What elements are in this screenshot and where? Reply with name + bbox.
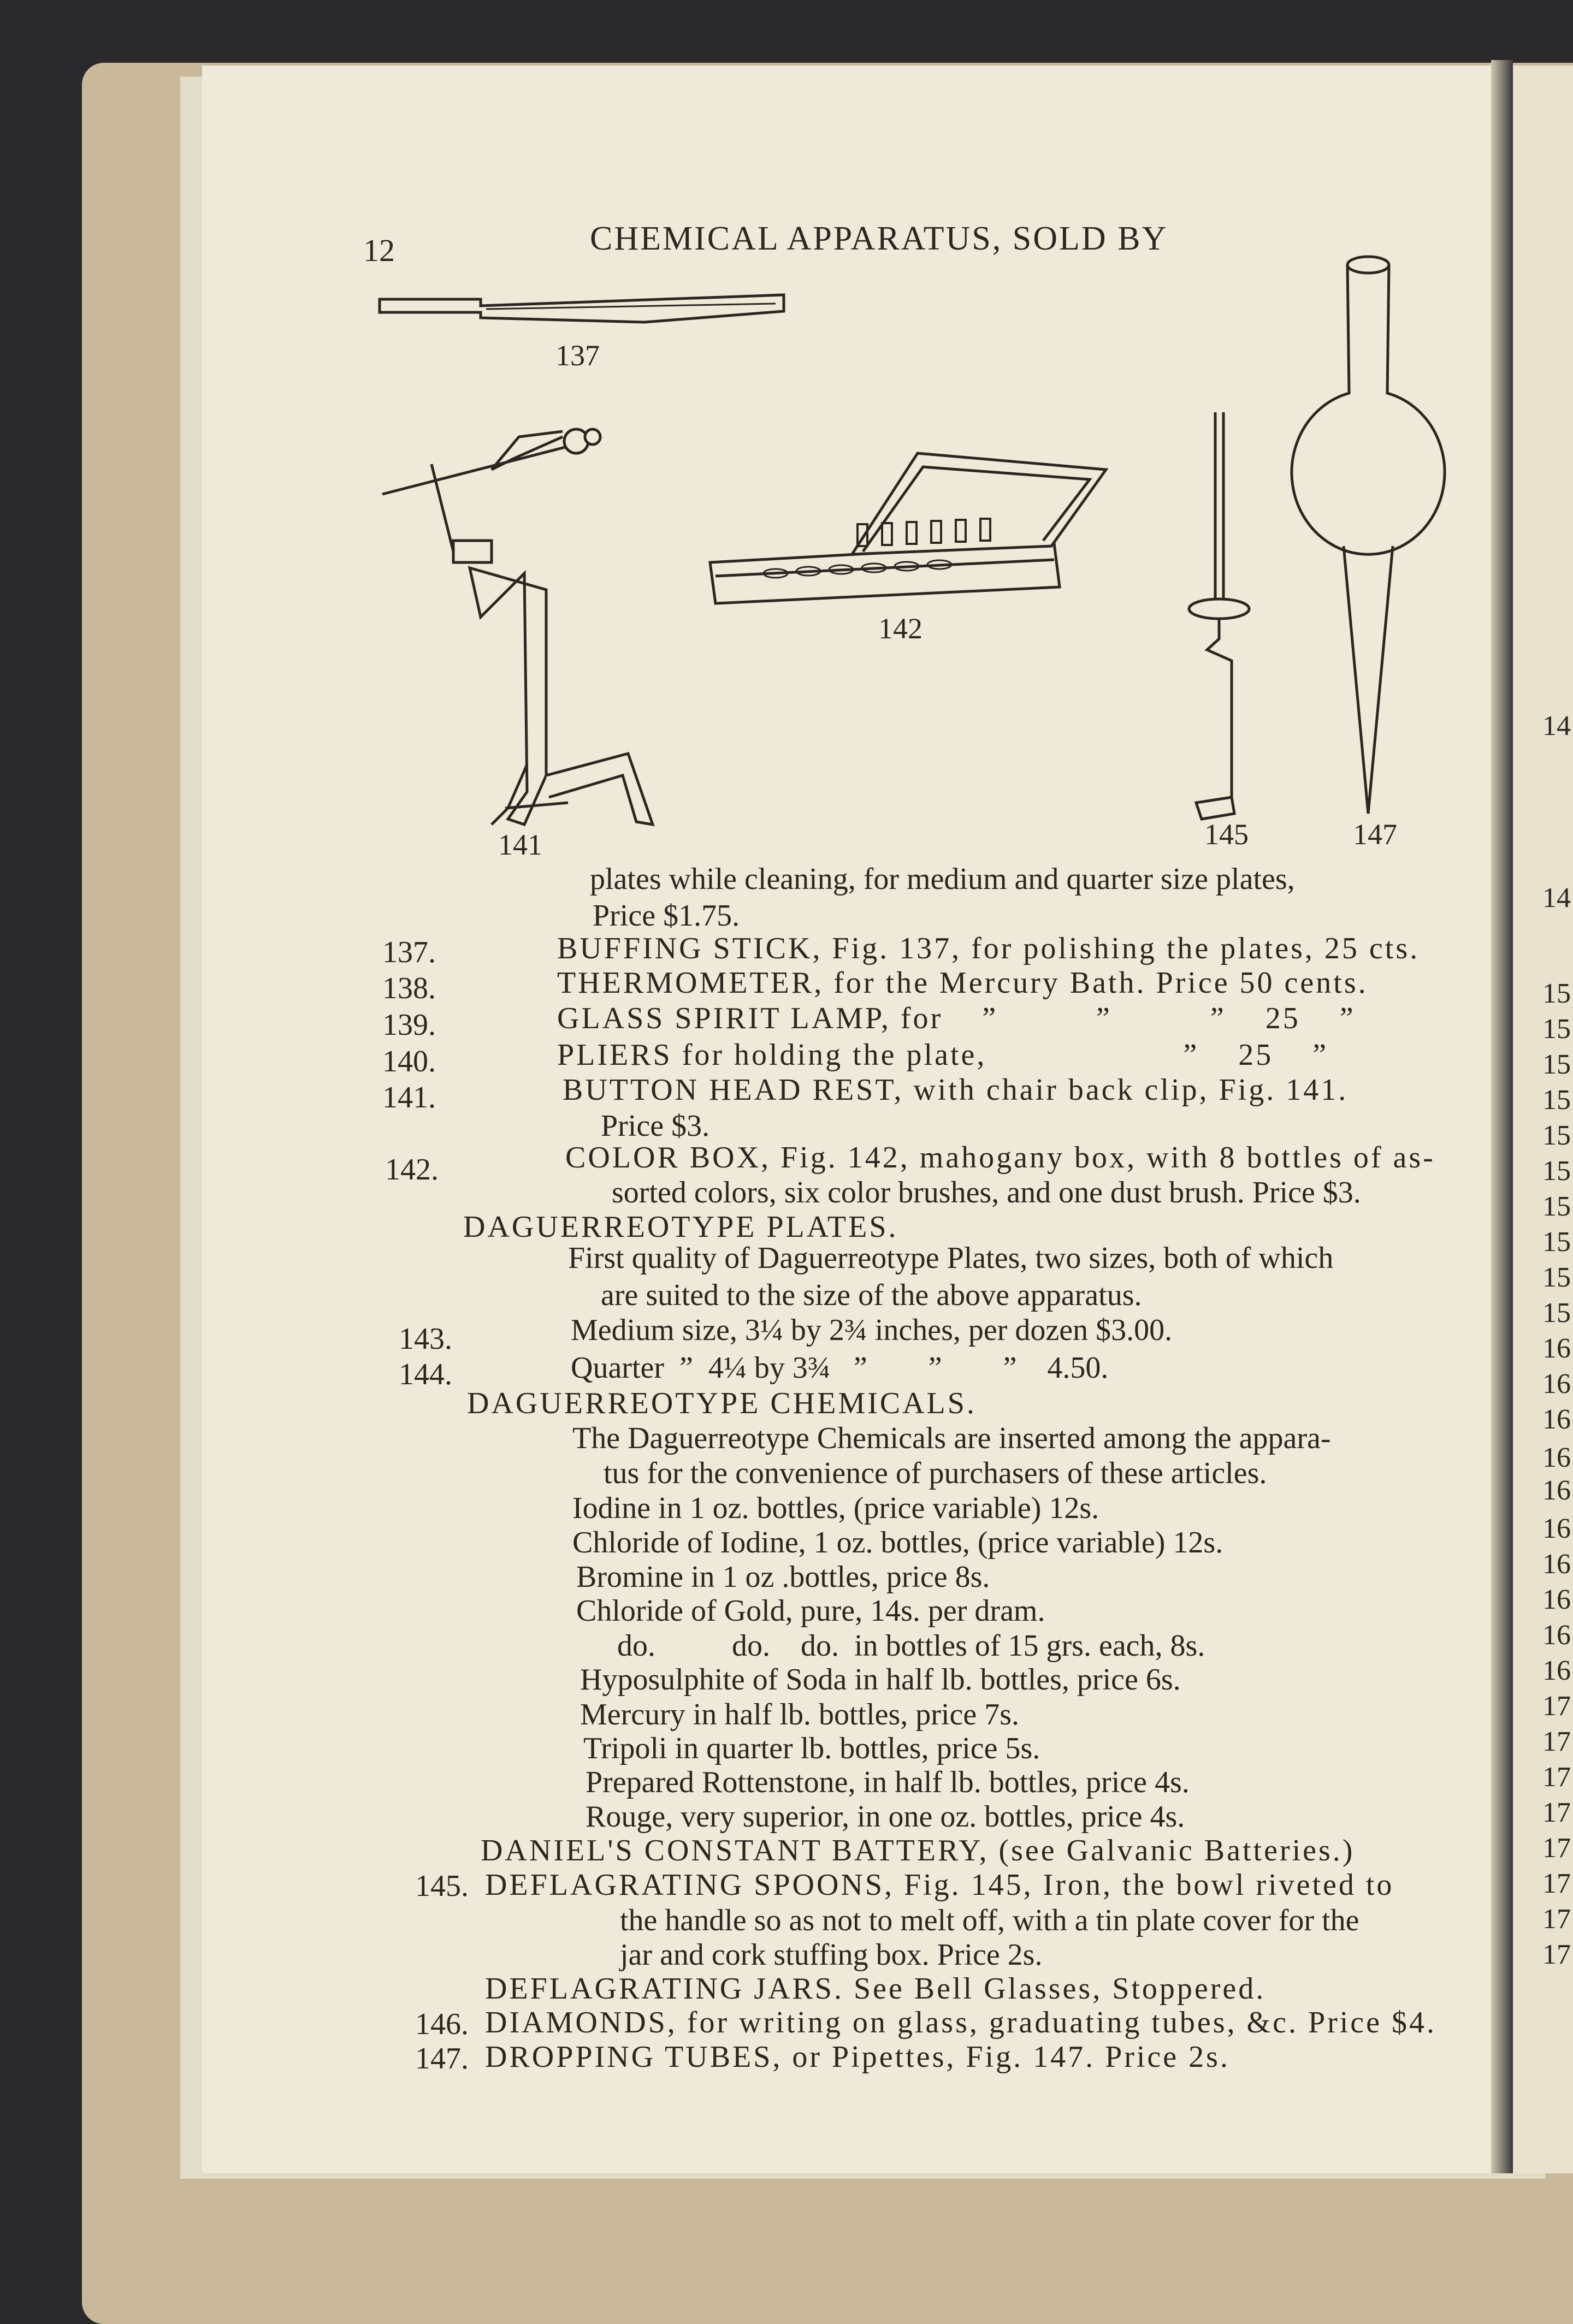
- figure-142-label: 142: [878, 612, 922, 645]
- dropping-tube-illustration: [1292, 257, 1445, 814]
- facing-page-number-fragment: 15: [1542, 1262, 1571, 1293]
- catalog-entry: PLIERS for holding the plate, ” 25 ”: [557, 1038, 1329, 1072]
- facing-page-number-fragment: 16: [1542, 1442, 1571, 1473]
- chemical-entry: Bromine in 1 oz .bottles, price 8s.: [576, 1560, 990, 1594]
- chemical-entry: Rouge, very superior, in one oz. bottles, price 4s.: [586, 1800, 1185, 1834]
- text-line: the handle so as not to melt off, with a tin plate cover for the: [620, 1904, 1359, 1937]
- item-number: 145.: [415, 1869, 469, 1903]
- catalog-entry: Medium size, 3¼ by 2¾ inches, per dozen $3.00.: [571, 1313, 1173, 1347]
- facing-page-number-fragment: 17: [1542, 1762, 1571, 1793]
- chemical-entry: Prepared Rottenstone, in half lb. bottles, price 4s.: [586, 1765, 1190, 1799]
- section-heading: DEFLAGRATING JARS. See Bell Glasses, Stoppered.: [485, 1972, 1266, 2006]
- facing-page-number-fragment: 17: [1542, 1904, 1571, 1935]
- facing-page-number-fragment: 16: [1542, 1549, 1571, 1580]
- catalog-entry: BUTTON HEAD REST, with chair back clip, Fig. 141.: [563, 1073, 1349, 1107]
- item-number: 144.: [399, 1357, 452, 1391]
- chemical-entry: Chloride of Iodine, 1 oz. bottles, (price variable) 12s.: [572, 1526, 1223, 1560]
- facing-page-number-fragment: 17: [1542, 1797, 1571, 1828]
- text-line: tus for the convenience of purchasers of these articles.: [604, 1456, 1267, 1490]
- facing-page-number-fragment: 16: [1542, 1404, 1571, 1435]
- facing-page-number-fragment: 16: [1542, 1333, 1571, 1364]
- catalog-entry: GLASS SPIRIT LAMP, for ” ” ” 25 ”: [557, 1001, 1356, 1035]
- deflagrating-spoon-illustration: [1189, 412, 1249, 819]
- item-number: 146.: [415, 2007, 469, 2041]
- facing-page-number-fragment: 15: [1542, 978, 1571, 1009]
- facing-page-number-fragment: 17: [1542, 1833, 1571, 1864]
- catalog-entry: DEFLAGRATING SPOONS, Fig. 145, Iron, the bowl riveted to: [485, 1868, 1394, 1902]
- facing-page-number-fragment: 16: [1542, 1513, 1571, 1544]
- facing-page-number-fragment: 16: [1542, 1655, 1571, 1686]
- color-box-illustration: [710, 453, 1106, 603]
- facing-page-number-fragment: 16: [1542, 1620, 1571, 1651]
- facing-page-number-fragment: 15: [1542, 1084, 1571, 1116]
- chemical-entry: Chloride of Gold, pure, 14s. per dram.: [576, 1594, 1045, 1628]
- text-line: The Daguerreotype Chemicals are inserted among the appara-: [572, 1421, 1331, 1455]
- facing-page-number-fragment: 14: [1542, 710, 1571, 742]
- facing-page-number-fragment: 17: [1542, 1868, 1571, 1899]
- facing-page-number-fragment: 15: [1542, 1120, 1571, 1151]
- figure-137-label: 137: [555, 339, 600, 372]
- facing-page-number-fragment: 16: [1542, 1368, 1571, 1400]
- facing-page-number-fragment: 15: [1542, 1191, 1571, 1222]
- section-heading: DAGUERREOTYPE CHEMICALS.: [467, 1386, 977, 1420]
- item-number: 143.: [399, 1322, 452, 1356]
- running-head-text: CHEMICAL APPARATUS, SOLD BY: [590, 220, 1168, 257]
- item-number: 137.: [382, 935, 436, 969]
- text-line: are suited to the size of the above apparatus.: [601, 1278, 1142, 1312]
- facing-page-number-fragment: 15: [1542, 1226, 1571, 1258]
- facing-page-number-fragment: 16: [1542, 1475, 1571, 1506]
- section-heading: DAGUERREOTYPE PLATES.: [463, 1210, 898, 1244]
- chemical-entry: Tripoli in quarter lb. bottles, price 5s.: [583, 1732, 1040, 1765]
- catalog-entry: THERMOMETER, for the Mercury Bath. Price 50 cents.: [557, 966, 1368, 1000]
- item-number: 139.: [382, 1008, 436, 1042]
- catalog-entry: Quarter ” 4¼ by 3¾ ” ” ” 4.50.: [571, 1351, 1109, 1385]
- buffing-stick-illustration: [380, 295, 784, 322]
- catalog-entry: DIAMONDS, for writing on glass, graduating tubes, &c. Price $4.: [485, 2006, 1437, 2040]
- figure-145-label: 145: [1204, 818, 1249, 851]
- text-line: jar and cork stuffing box. Price 2s.: [620, 1938, 1043, 1972]
- chemical-entry: Mercury in half lb. bottles, price 7s.: [580, 1698, 1020, 1732]
- text-line: Price $1.75.: [593, 899, 740, 933]
- facing-page-number-fragment: 14: [1542, 882, 1571, 914]
- facing-page-number-fragment: 15: [1542, 1155, 1571, 1187]
- text-line: plates while cleaning, for medium and quarter size plates,: [590, 862, 1295, 896]
- catalog-entry: DROPPING TUBES, or Pipettes, Fig. 147. Price 2s.: [485, 2040, 1230, 2074]
- text-line: Price $3.: [601, 1109, 710, 1143]
- figure-141-label: 141: [498, 828, 542, 861]
- page-number: 12: [363, 233, 395, 268]
- chemical-entry: do. do. do. in bottles of 15 grs. each, 8s.: [617, 1629, 1205, 1663]
- item-number: 140.: [382, 1045, 436, 1078]
- item-number: 138.: [382, 971, 436, 1005]
- text-line: sorted colors, six color brushes, and one dust brush. Price $3.: [612, 1176, 1361, 1210]
- text-line: First quality of Daguerreotype Plates, two sizes, both of which: [568, 1241, 1334, 1275]
- chemical-entry: Iodine in 1 oz. bottles, (price variable) 12s.: [572, 1491, 1099, 1525]
- catalog-entry: BUFFING STICK, Fig. 137, for polishing the plates, 25 cts.: [557, 932, 1420, 965]
- facing-page-number-fragment: 16: [1542, 1584, 1571, 1615]
- item-number: 142.: [385, 1153, 439, 1187]
- facing-page-number-fragment: 15: [1542, 1013, 1571, 1045]
- section-heading: DANIEL'S CONSTANT BATTERY, (see Galvanic Batteries.): [481, 1834, 1355, 1868]
- figure-147-label: 147: [1353, 818, 1397, 851]
- facing-page-number-fragment: 17: [1542, 1939, 1571, 1970]
- head-rest-illustration: [382, 429, 653, 825]
- facing-page-number-fragment: 15: [1542, 1297, 1571, 1329]
- chemical-entry: Hyposulphite of Soda in half lb. bottles, price 6s.: [580, 1663, 1181, 1697]
- item-number: 147.: [415, 2042, 469, 2076]
- facing-page-number-fragment: 17: [1542, 1691, 1571, 1722]
- facing-page-number-fragment: 17: [1542, 1726, 1571, 1757]
- catalog-entry: COLOR BOX, Fig. 142, mahogany box, with 8 bottles of as-: [565, 1141, 1435, 1175]
- item-number: 141.: [382, 1081, 436, 1114]
- facing-page-number-fragment: 15: [1542, 1049, 1571, 1080]
